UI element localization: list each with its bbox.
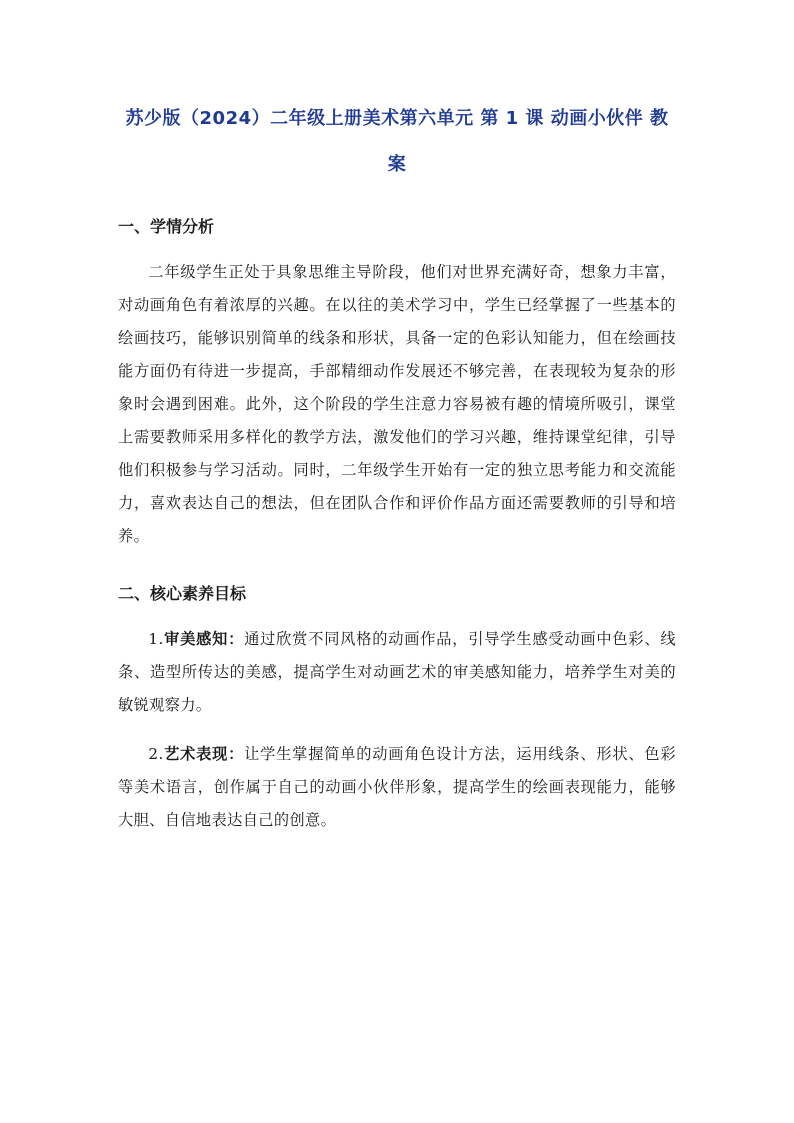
document-title-line-2: 案 (387, 154, 407, 175)
goal-number: 2. (148, 745, 164, 763)
goal-text: 通过欣赏不同风格的动画作品，引导学生感受动画中色彩、线条、造型所传达的美感，提高学生对动画艺术的审美感知能力，培养学生对美的敏锐观察力。 (118, 630, 676, 714)
goal-label: 艺术表现： (163, 745, 245, 763)
goal-item-artistic-expression (118, 738, 676, 837)
learner-analysis-paragraph: 二年级学生正处于具象思维主导阶段，他们对世界充满好奇，想象力丰富，对动画角色有着浓厚的兴趣。在以往的美术学习中，学生已经掌握了一些基本的绘画技巧，能够识别简单的线条和形状，具备一定的色彩认知能力，但在绘画技能方面仍有待进一步提高，手部精细动作发展还不够完善，在表现较为复杂的形象时会遇到困难。此外，这个阶段的学生注意力容易被有趣的情境所吸引，课堂上需要教师采用多样化的教学方法，激发他们的学习兴趣，维持课堂纪律，引导他们积极参与学习活动。同时，二年级学生开始有一定的独立思考能力和交流能力，喜欢表达自己的想法，但在团队合作和评价作品方面还需要教师的引导和培养。 (118, 263, 676, 545)
goal-label: 审美感知： (163, 630, 245, 648)
goal-item-aesthetic-perception (118, 623, 676, 722)
section-heading-learner-analysis: 一、学情分析 (118, 217, 215, 236)
goal-text: 让学生掌握简单的动画角色设计方法，运用线条、形状、色彩等美术语言，创作属于自己的动画小伙伴形象，提高学生的绘画表现能力，能够大胆、自信地表达自己的创意。 (118, 745, 676, 829)
section-heading-core-goals: 二、核心素养目标 (118, 584, 247, 603)
document-title (118, 96, 676, 188)
document-title-line-1: 苏少版（2024）二年级上册美术第六单元 第 1 课 动画小伙伴 教 (125, 108, 669, 129)
goal-number: 1. (148, 630, 164, 648)
